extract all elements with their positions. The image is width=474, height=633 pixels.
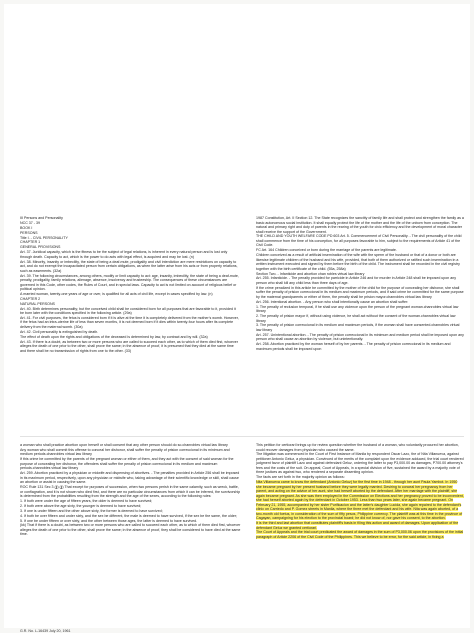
paragraph: A married woman, twenty-one years of age or over, is qualified for all acts of civil life, except in cases specified by law. (n) xyxy=(20,291,213,296)
paragraph xyxy=(256,443,464,452)
paragraph: FC Art. 164 Children conceived or born during the marriage of the parents are legitimate. xyxy=(256,248,397,253)
paragraph: If this crime be committed by the parents of the pregnant woman or either of them, and they act with the consent of said woman for the purpose of concealing her dishonor, the offenders shall suffer the penalty of prision correccional in its medium and maximum periods.chanrobles virtual law library xyxy=(20,457,234,471)
paragraph: NCC 37 - 39 xyxy=(20,220,40,225)
paragraph: 3. If one is under fifteen and the other above sixty, the former is deemed to have survived; xyxy=(20,508,163,513)
paragraph: 1. If both were under the age of fifteen years, the older is deemed to have survived; xyxy=(20,498,153,503)
highlighted-text: The Court of Appeals and the trial court predicated the award of damages in the sum of P3,000.06 upon the provisions of the initial paragraph of Article 2206 of the Civil Code of the Philippines. This we believe to be error, for the said article, in fixing a xyxy=(256,530,464,539)
paragraph: Any woman who shall commit this offense to conceal her dishonor, shall suffer the penalty of prision correccional in its minimum and medium periods.chanrobles virtual law library xyxy=(20,447,230,457)
paragraph: NATURAL PERSONS xyxy=(20,301,55,306)
bottom-left-column xyxy=(20,443,241,537)
paragraph: 1. The penalty of reclusion temporal, if he shall use any violence upon the person of the pregnant woman.chanrobles virtual law library xyxy=(256,304,459,314)
paragraph: Art. 39. The following circumstances, among others, modify or limit capacity to act: age, insanity, imbecility, the state of being a deaf-mute, penalty, prodigality, family relations, alienage, absence, insolvency and trusteeship. The consequences of these circumstances are governed in this Code, other codes, the Rules of Court, and in special laws. Capacity to act is not limited on account of religious belief or political opinion. xyxy=(20,273,239,292)
top-right-column xyxy=(256,216,464,352)
paragraph-text: The litigation was commenced in the Court of First Instance of Manila by respondent Oscar Lazo, the of Nita Villanueva, against petitioner Antonio Geluz, a physician. Convinced of the merits of the complaint upon the evidence adduced, the trial court rendered judgment favor of plaintiff Lazo and against defendant Geluz, ordering the latter to pay P3,000.00 as damages, P700.00 attorney's fees and the costs of the suit. On appeal, Court of Appeals, in a special division of five, sustained the award by a majority vote of three justices as against two, who rendered a separate dissenting opinion. xyxy=(256,452,464,475)
paragraph: GENERAL PROVISIONS xyxy=(20,245,61,250)
case-citation-footer: G.R. No. L-16439 July 20, 1961 xyxy=(20,629,71,633)
bottom-right-column xyxy=(256,443,464,540)
top-left-column xyxy=(20,216,239,354)
paragraph: Art. 41. For civil purposes, the fetus is considered born if it is alive at the time it is completely delivered from the mother's womb. However, if the fetus had an intra-uterine life of less than seven months, it is not deemed born if it dies within twenty-four hours after its complete delivery from the maternal womb. (30a) xyxy=(20,315,239,329)
paragraph: CHAPTER 2 xyxy=(20,296,41,301)
paragraph: 5. If one be under fifteen or over sixty, and the other between those ages, the latter is deemed to have survived. xyxy=(20,518,198,523)
paragraph: 2. The penalty of prision mayor if, without using violence, he shall act without the consent of the woman.chanrobles virtual law library xyxy=(256,314,456,323)
paragraph: Art. 257. Unintentional abortion. - The penalty of prision correccional in its minimum and medium period shall be imposed upon any person who shall cause an abortion by violence, but unintentionally. xyxy=(256,332,464,342)
paragraph: 4. If both be over fifteen and under sixty, and the sex be different, the male is deemed to have survived, if the sex be the same, the older; xyxy=(20,513,238,518)
paragraph: PERSONS xyxy=(20,230,38,235)
section-divider xyxy=(20,436,464,437)
paragraph: Art. 42. Civil personality is extinguished by death. xyxy=(20,329,99,334)
paragraph: THE CHILD AND YOUTH WELFARE CODE PD 603 Art. 5. Commencement of Civil Personality. - The civil personality of the child shall commence from the time of his conception, for all purposes favorable to him, subject to the requirements of Article 41 of the Civil Code. xyxy=(256,234,462,248)
paragraph xyxy=(256,452,464,475)
paragraph: The effect of death upon the rights and obligations of the deceased is determined by law, by contract and by will. (32a) xyxy=(20,334,208,339)
highlighted-text: Nita Villanueva came to know the defendant (Antonio Geluz) for the first time in 1948 - through her aunt Paula Yambot. In 1950 she became pregnant by her present husband before they were legally married. Desiring to conceal her pregnancy from her parent, and acting on the advice of her aunt, she had herself aborted by the defendant. After her marriage with the plaintiff, she again became pregnant. As she was then employed in the Commission on Elections and her pregnancy proved to be inconvenient, she had herself aborted again by the defendant in October 1953. Less than two years later, she again became pregnant. On February 21, 1955, accompanied by her sister Purificacion and the latter's daughter Lucida, she again repaired to the defendant's clinic on Carriedo and P. Gomez streets in Manila, where the three met the defendant and his wife. Nita was again aborted, of a two-month old foetus, in consideration of the sum of fifty pesos, Philippine currency. The plaintiff was at this time in the province of Cagayan, campaigning for his election to the provincial board; he did not know of, nor gave his consent, to the abortion. xyxy=(256,480,464,521)
paragraph: Art. 259. Abortion practiced by a physician or midwife and dispensing of abortives. - The penalties provided in Article 256 shall be imposed in its maximum period, respectively, upon any physician or midwife who, taking advantage of their scientific knowledge or skill, shall cause an abortion or assist in causing the same. xyxy=(20,471,240,485)
paragraph: a woman who shall practice abortion upon herself or shall consent that any other person should do so.chanrobles virtual law library xyxy=(20,443,228,447)
paragraph xyxy=(256,521,464,530)
paragraph: Section Two. - Infanticide and abortion chan robles virtual law library xyxy=(256,271,365,276)
paragraph: Art. 38. Minority, insanity or imbecility, the state of being a deaf-mute, prodigality and civil interdiction are mere restrictions on capacity to act, and do not exempt the incapacitated person from certain obligations, as when the latter arise from his acts or from property relations, such as easements. (32a) xyxy=(20,259,238,273)
paragraph: Art. 37. Juridical capacity, which is the fitness to be the subject of legal relations, is inherent in every natural person and is lost only through death. Capacity to act, which is the power to do acts with legal effect, is acquired and may be lost. (n) xyxy=(20,250,228,259)
paragraph xyxy=(256,530,464,539)
paragraph xyxy=(256,480,464,521)
paragraph: BOOK I xyxy=(20,225,33,230)
paragraph-text: This petition for certiorari brings up for review question whether the husband of a woman, who voluntarily procured her abortion, could recover damages from physician who caused the same. xyxy=(256,443,459,452)
paragraph: If the crime penalized in this article be committed by the mother of the child for the purpose of concealing her dishonor, she shall suffer the penalty of prision correccional in its medium and maximum periods, and if said crime be committed for the same purpose by the maternal grandparents or either of them, the penalty shall be prision mayor.chanrobles virtual law library xyxy=(256,285,464,299)
paragraph: Art. 255. Infanticide. - The penalty provided for parricide in Article 246 and for murder in Article 248 shall be imposed upon any person who shall kill any child less than three days of age. xyxy=(256,276,457,285)
paragraph: Art. 40. Birth determines personality; but the conceived child shall be considered born for all purposes that are favorable to it, provided it be born later with the conditions specified in the following article. (29a) xyxy=(20,306,236,316)
paragraph: Children conceived as a result of artificial insemination of the wife with the sperm of the husband or that of a donor or both are likewise legitimate children of the husband and his wife, provided, that both of them authorized or ratified such insemination in a written instrument executed and signed by them before the birth of the child. The instrument shall be recorded in the civil registry together with the birth certificate of the child. (55a, 258a) xyxy=(256,253,460,271)
highlighted-text: It is the third and last abortion that constitutes plaintiff's basis in filing this action and award of damages. Upon application of the defendant Geluz we granted certiorari. xyxy=(256,521,459,530)
paragraph: 1987 Constitution, Art. II Section 12. The State recognizes the sanctity of family life and shall protect and strengthen the family as a basic autonomous social institution. It shall equally protect the life of the mother and the life of the unborn from conception. The natural and primary right and duty of parents in the rearing of the youth for civic efficiency and the development of moral character shall receive the support of the Government. xyxy=(256,216,464,234)
paragraph: (kk) That if there is a doubt, as between two or more persons who are called to succeed each other, as to which of them died first, whoever alleges the death of one prior to the other, shall prove the same; in the absence of proof, they shall be considered to have died at the same time. xyxy=(20,523,241,537)
paragraph: Art. 43. If there is a doubt, as between two or more persons who are called to succeed each other, as to which of them died first, whoever alleges the death of one prior to the other, shall prove the same; in the absence of proof, it is presumed that they died at the same time and there shall be no transmission of rights from one to the other. (33) xyxy=(20,339,238,353)
paragraph xyxy=(256,475,464,480)
paragraph: III Persons and Personality xyxy=(20,216,63,220)
paragraph-text: The facts are set forth in the majority opinion as follows: xyxy=(256,475,345,480)
document-page xyxy=(4,4,470,633)
paragraph: Art. 256. Intentional abortion. - Any person who shall intentionally cause an abortion shall suffer: xyxy=(256,299,409,304)
paragraph: Art. 258. Abortion practiced by the woman herself of by her parents. - The penalty of prision correccional in its medium and maximum periods shall be imposed upon xyxy=(256,342,451,351)
paragraph: 2. If both were above the age sixty, the younger is deemed to have survived; xyxy=(20,503,142,508)
paragraph: CHAPTER 1 xyxy=(20,240,41,245)
paragraph: 3. The penalty of prision correccional in its medium and maximum periods, if the woman shall have consented.chanrobles virtual law library xyxy=(256,323,460,332)
paragraph: Title I. - CIVIL PERSONALITY xyxy=(20,235,68,240)
paragraph: ROC Rule 131 Sec 3 (jj) (jj) That except for purposes of succession, when two persons perish in the same calamity, such as wreck, battle, or conflagration, and it is not shown who died first, and there are no particular circumstances from which it can be inferred, the survivorship is determined from the probabilities resulting from the strength and the age of the sexes, according to the following rules: xyxy=(20,485,241,499)
